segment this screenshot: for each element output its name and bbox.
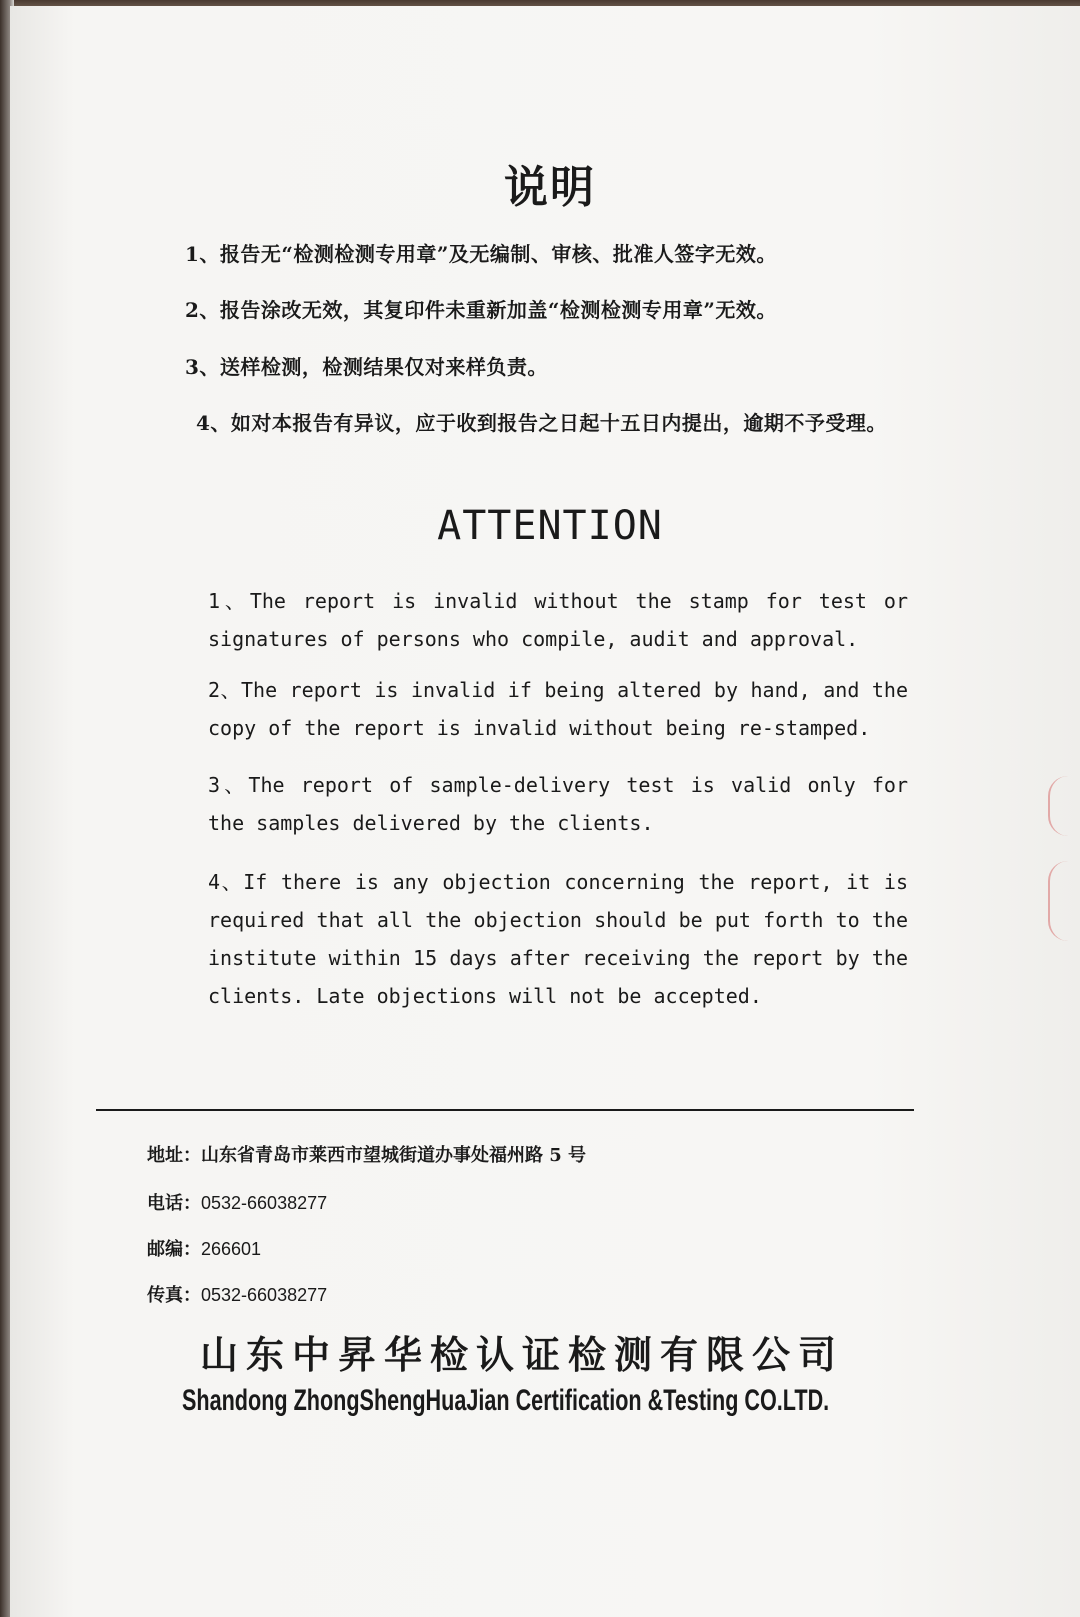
stamp-fragment-bottom <box>1048 861 1080 941</box>
phone-label: 电话： <box>147 1193 201 1214</box>
stamp-fragment-top <box>1048 776 1080 836</box>
footer-divider <box>96 1109 914 1111</box>
document-page <box>10 6 1080 1617</box>
company-name-en: Shandong ZhongShengHuaJian Certification &Testing CO.LTD. <box>182 1384 830 1417</box>
notes-en-title: ATTENTION <box>437 503 663 549</box>
notes-cn-item-1: 1、报告无“检测检测专用章”及无编制、审核、批准人签字无效。 <box>185 242 777 266</box>
address-label: 地址： <box>147 1145 201 1166</box>
notes-en-item-3: 3、The report of sample-delivery test is valid only for the samples delivered by the clients. <box>208 773 908 835</box>
postcode-value: 266601 <box>201 1239 262 1259</box>
fax-line <box>147 1281 327 1307</box>
phone-line <box>147 1189 327 1215</box>
postcode-label: 邮编： <box>147 1239 201 1260</box>
notes-en-item-1: 1、The report is invalid without the stamp for test or signatures of persons who compile, audit and approval. <box>208 589 908 651</box>
notes-en-item-4: 4、If there is any objection concerning the report, it is required that all the objection should be put forth to the institute within 15 days after receiving the report by the clients. Late objections will not be accepted. <box>208 870 908 1008</box>
notes-cn-title: 说明 <box>504 162 596 213</box>
address-line <box>147 1141 586 1167</box>
address-value: 山东省青岛市莱西市望城街道办事处福州路 5 号 <box>201 1145 587 1166</box>
fax-label: 传真： <box>147 1285 201 1306</box>
phone-value: 0532-66038277 <box>201 1193 328 1213</box>
company-name-cn: 山东中昇华检认证检测有限公司 <box>200 1333 845 1377</box>
postcode-line <box>147 1235 261 1261</box>
fax-value: 0532-66038277 <box>201 1285 328 1305</box>
notes-en-item-2: 2、The report is invalid if being altered by hand, and the copy of the report is invalid without being re-stamped. <box>208 678 908 740</box>
notes-cn-item-3: 3、送样检测，检测结果仅对来样负责。 <box>185 355 548 379</box>
notes-cn-item-2: 2、报告涂改无效，其复印件未重新加盖“检测检测专用章”无效。 <box>185 298 777 322</box>
notes-cn-item-4: 4、如对本报告有异议，应于收到报告之日起十五日内提出，逾期不予受理。 <box>196 411 887 435</box>
